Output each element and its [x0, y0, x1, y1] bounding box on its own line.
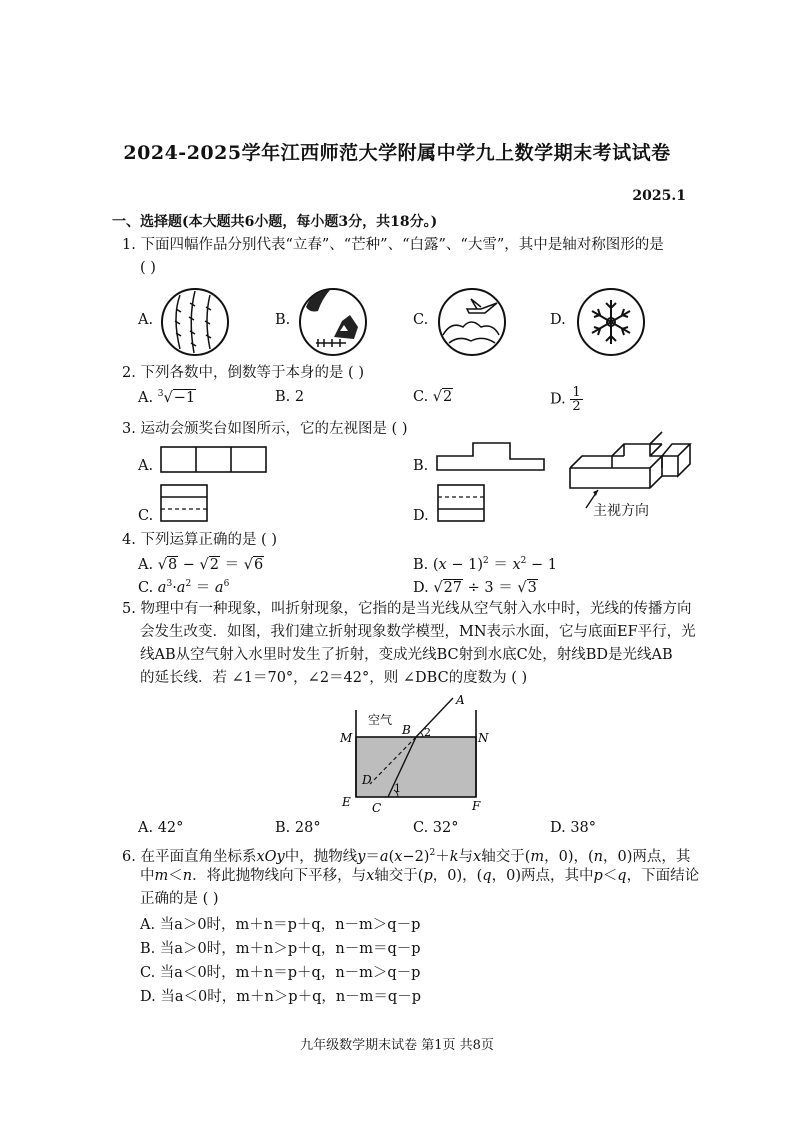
q6-option-b: B. 当a＞0时，m＋n＞p＋q，n－m＝q－p — [140, 941, 421, 957]
mangzhong-image — [298, 287, 368, 357]
point-f-label: F — [472, 799, 481, 813]
q1-blank: ( ) — [140, 260, 156, 276]
q4-option-a: A. √8 − √2 ＝ √6 — [138, 557, 264, 573]
q3-view-d — [437, 484, 487, 524]
page-footer: 九年级数学期末试卷 第1页 共8页 — [300, 1038, 494, 1053]
q1-option-a: A. — [138, 312, 154, 328]
q1-stem: 1. 下面四幅作品分别代表“立春”、“芒种”、“白露”、“大雪”，其中是轴对称图形的是 — [122, 237, 664, 253]
angle-2-label: 2 — [424, 726, 431, 739]
q4-option-c: C. $a^3\cdot a^2 = a^6$ — [138, 579, 230, 596]
q6-line-2: 中m＜n．将此抛物线向下平移，与x轴交于(p，0)，(q，0)两点，其中p＜q，下面结论 — [140, 868, 700, 884]
q3-view-c — [160, 484, 210, 524]
q5-line-1: 5. 物理中有一种现象，叫折射现象，它指的是当光线从空气射入水中时，光线的传播方向 — [122, 601, 692, 617]
q2-option-a: A. $^3$√−1 — [138, 389, 196, 406]
q6-line-1: 6. 在平面直角坐标系xOy中，抛物线$y=a(x-2)^2+k$与x轴交于(m，0)，(n，0)两点，其 — [122, 848, 691, 865]
q1-option-c: C. — [413, 312, 429, 328]
air-label: 空气 — [368, 713, 393, 727]
q4-option-d: D. √27 ÷ 3 ＝ √3 — [413, 580, 537, 596]
point-d-label: D — [362, 773, 372, 787]
view-direction-label: 主视方向 — [593, 503, 649, 519]
section-heading: 一、选择题(本大题共6小题，每小题3分，共18分。) — [112, 214, 438, 230]
q3-view-a — [160, 446, 268, 474]
q3-option-d: D. — [413, 508, 429, 524]
lichun-image — [160, 287, 230, 357]
q5-line-3: 线AB从空气射入水里时发生了折射，变成光线BC射到水底C处，射线BD是光线AB — [140, 647, 673, 663]
q5-option-a: A. 42° — [138, 820, 184, 836]
q2-stem: 2. 下列各数中，倒数等于本身的是 ( ) — [122, 365, 364, 381]
refraction-figure — [330, 690, 490, 815]
q5-option-c: C. 32° — [413, 820, 459, 836]
point-c-label: C — [372, 801, 382, 815]
q6-option-d: D. 当a＜0时，m＋n＞p＋q，n－m＝q－p — [140, 989, 422, 1005]
q5-line-4: 的延长线．若 ∠1＝70°，∠2＝42°，则 ∠DBC的度数为 ( ) — [140, 670, 528, 686]
q6-option-a: A. 当a＞0时，m＋n＝p＋q，n－m＞q－p — [140, 917, 421, 933]
q2-option-c: C. √2 — [413, 389, 453, 405]
q1-option-b: B. — [275, 312, 291, 328]
q3-stem: 3. 运动会颁奖台如图所示，它的左视图是 ( ) — [122, 421, 408, 437]
q5-line-2: 会发生改变．如图，我们建立折射现象数学模型，MN表示水面，它与底面EF平行，光 — [140, 624, 696, 640]
q5-option-b: B. 28° — [275, 820, 321, 836]
q4-stem: 4. 下列运算正确的是 ( ) — [122, 532, 277, 548]
q6-option-c: C. 当a＜0时，m＋n＝p＋q，n－m＞q－p — [140, 965, 421, 981]
bailu-image — [437, 287, 507, 357]
q5-option-d: D. 38° — [550, 820, 597, 836]
daxue-image — [576, 287, 646, 357]
angle-1-label: 1 — [394, 782, 401, 795]
exam-date: 2025.1 — [632, 188, 686, 204]
point-m-label: M — [340, 731, 353, 745]
q3-view-b — [436, 442, 546, 472]
q2-option-d: D. $\frac{1}{2}$ — [550, 385, 581, 414]
q6-line-3: 正确的是 ( ) — [140, 891, 219, 907]
q2-option-b: B. 2 — [275, 389, 305, 405]
point-b-label: B — [402, 723, 411, 737]
q3-option-c: C. — [138, 508, 154, 524]
point-n-label: N — [478, 731, 489, 745]
q3-option-a: A. — [138, 458, 154, 474]
point-a-label: A — [456, 693, 465, 707]
q1-option-d: D. — [550, 312, 566, 328]
exam-title: 2024-2025学年江西师范大学附属中学九上数学期末考试试卷 — [123, 142, 671, 164]
q4-option-b: B. $(x - 1)^2 = x^2 - 1$ — [413, 556, 557, 573]
point-e-label: E — [342, 795, 351, 809]
q3-option-b: B. — [413, 458, 429, 474]
